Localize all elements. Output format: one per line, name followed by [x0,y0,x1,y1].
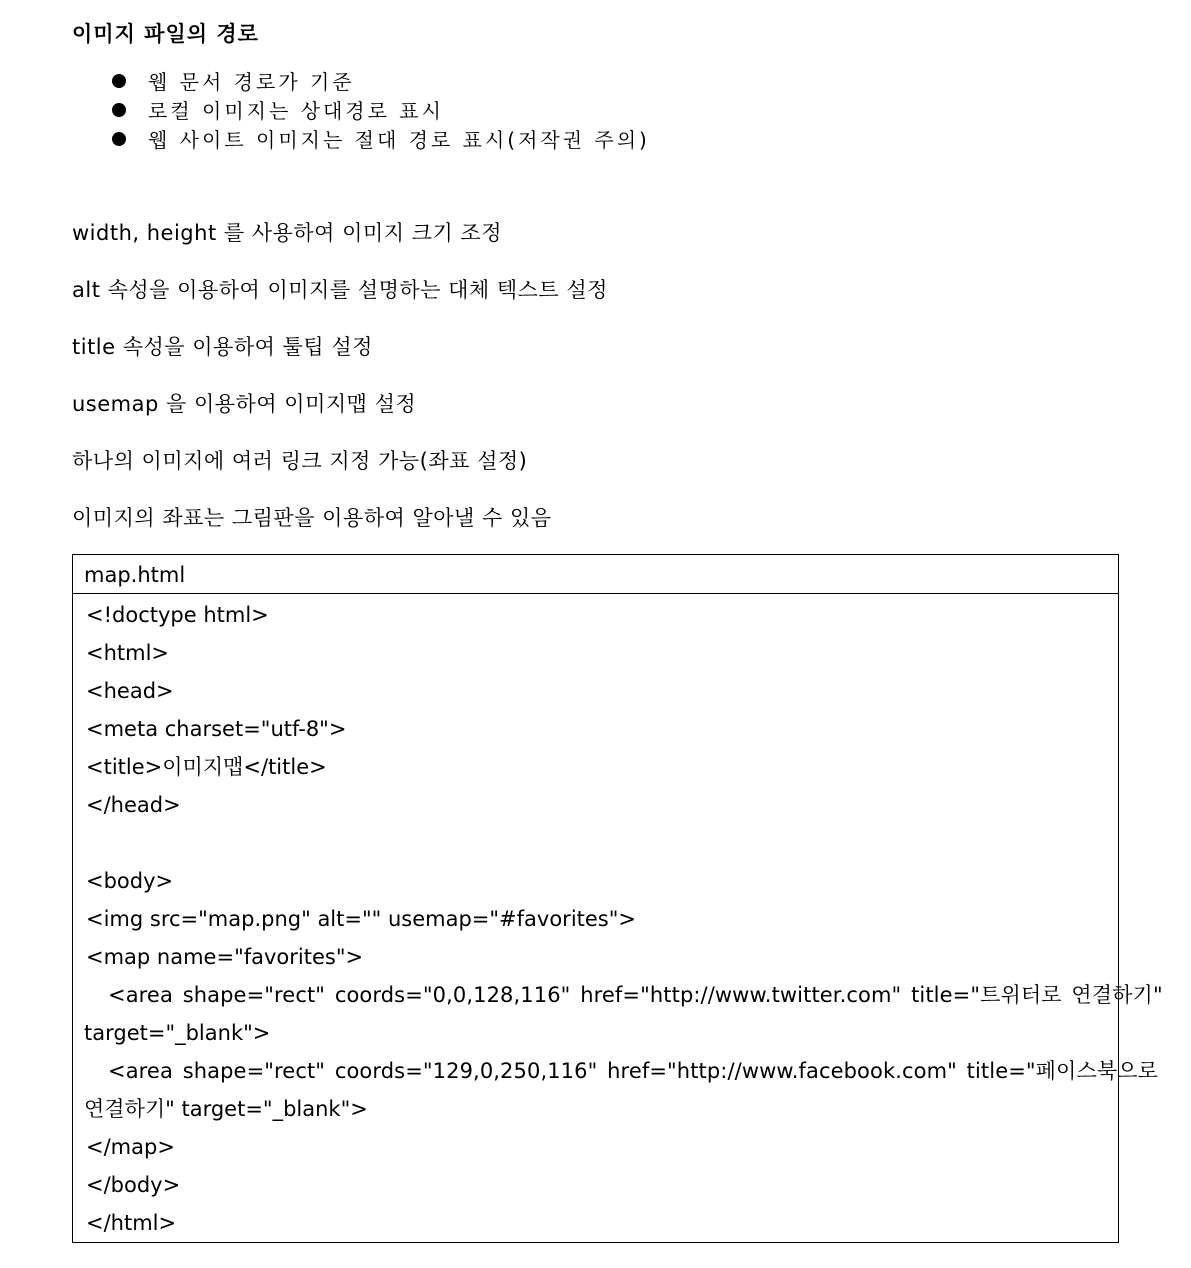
paragraph: 이미지의 좌표는 그림판을 이용하여 알아낼 수 있음 [72,506,552,530]
code-line [86,824,1118,862]
bullet-list [112,68,650,155]
code-line: target="_blank"> [84,1021,271,1045]
code-line: </body> [86,1173,181,1197]
code-line: <area shape="rect" coords="129,0,250,116" href="http://www.facebook.com" title="페이스북으로 [108,1059,1158,1083]
code-line: <html> [86,641,170,665]
bullet-text: 웹 문서 경로가 기준 [148,70,355,94]
section-heading: 이미지 파일의 경로 [72,22,259,46]
code-line: <!doctype html> [86,603,269,627]
paragraph: usemap 을 이용하여 이미지맵 설정 [72,392,417,416]
code-line: </head> [86,793,181,817]
code-lines [73,594,1163,1242]
code-filename: map.html [73,555,1118,594]
code-listing-box [72,554,1163,1243]
paragraph: alt 속성을 이용하여 이미지를 설명하는 대체 텍스트 설정 [72,278,608,302]
code-line: <map name="favorites"> [86,945,364,969]
code-line: <title>이미지맵</title> [86,755,327,779]
code-line: <head> [86,679,174,703]
code-line: </html> [86,1211,177,1235]
code-line: <area shape="rect" coords="0,0,128,116" href="http://www.twitter.com" title="트위터로 연결하기" [108,983,1163,1007]
bullet-text: 로컬 이미지는 상대경로 표시 [148,99,444,123]
paragraph: title 속성을 이용하여 툴팁 설정 [72,335,373,359]
code-line: <meta charset="utf-8"> [86,717,347,741]
code-line: <body> [86,869,174,893]
code-line: </map> [86,1135,175,1159]
paragraph: 하나의 이미지에 여러 링크 지정 가능(좌표 설정) [72,449,528,473]
bullet-dot-icon [112,74,126,88]
bullet-item [112,97,650,126]
bullet-item [112,68,650,97]
paragraph-list [72,216,608,558]
bullet-text: 웹 사이트 이미지는 절대 경로 표시(저작권 주의) [148,128,650,152]
paragraph: width, height 를 사용하여 이미지 크기 조정 [72,221,502,245]
bullet-item [112,126,650,155]
code-line: 연결하기" target="_blank"> [84,1097,368,1121]
code-line: <img src="map.png" alt="" usemap="#favorites"> [86,907,636,931]
bullet-dot-icon [112,103,126,117]
bullet-dot-icon [112,132,126,146]
